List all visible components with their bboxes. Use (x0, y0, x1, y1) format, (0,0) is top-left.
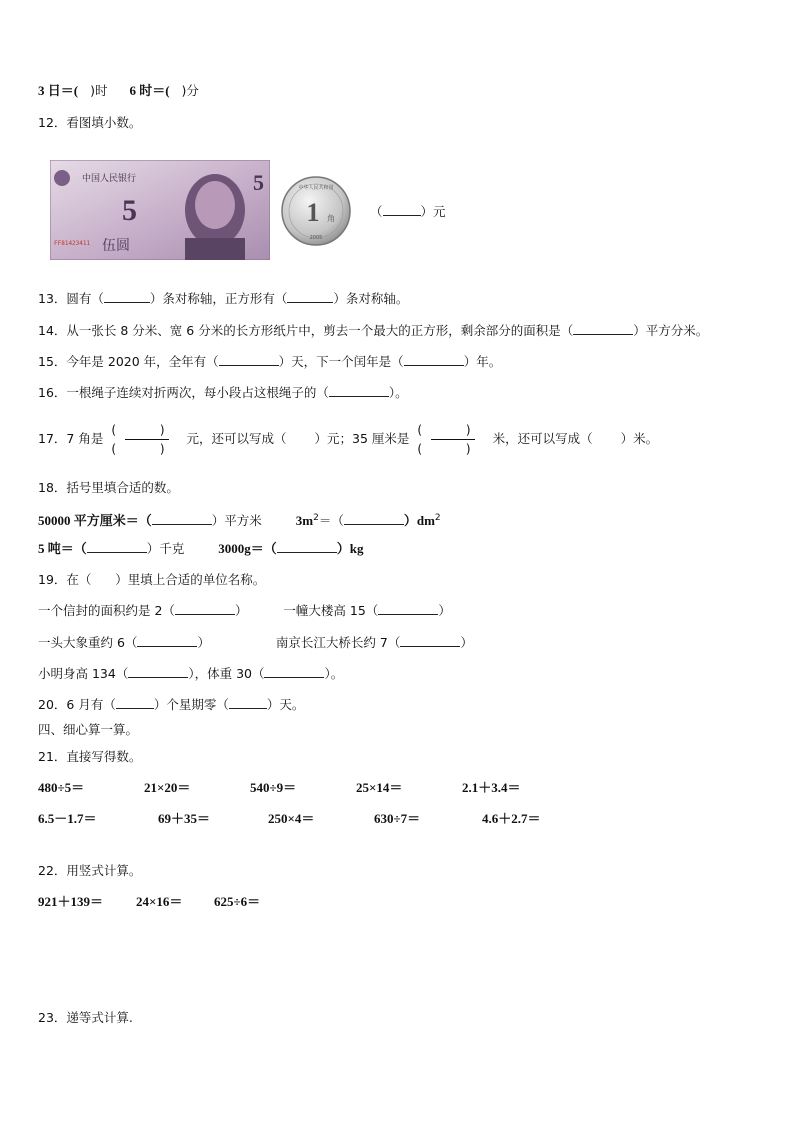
q18-r1-text-c: 3m (295, 513, 314, 529)
q19-blank-4[interactable] (400, 636, 460, 647)
q12-title: 12．看图填小数。 (38, 115, 142, 130)
banknote-corner-value: 5 (253, 170, 264, 195)
q22-item: 921＋139＝ (38, 894, 104, 909)
q19-row-2 (38, 635, 473, 651)
q20-blank-1[interactable] (116, 698, 154, 709)
q19-title: 19．在（ ）里填上合适的单位名称。 (38, 572, 266, 587)
q18-row-1 (38, 510, 441, 529)
q21-item: 540÷9＝ (250, 780, 297, 795)
q23-title: 23．递等式计算. (38, 1010, 133, 1025)
q21-item: 4.6＋2.7＝ (482, 811, 541, 826)
q11-part-d: )分 (181, 83, 199, 98)
q17-fraction-1-denominator: ( ) (111, 442, 185, 456)
q19-r1-text-a: 一个信封的面积约是 2（ (38, 603, 175, 618)
coin-value: 1 (306, 198, 320, 227)
banknote-serial: FF81423411 (54, 240, 91, 247)
fraction-bar (125, 439, 169, 440)
q16-text-b: ）。 (388, 385, 408, 400)
q15-blank-2[interactable] (404, 355, 464, 366)
q13-text-c: ）条对称轴。 (333, 291, 409, 306)
q19-r2-text-d: ） (460, 635, 473, 650)
q17-fraction-2-denominator: ( ) (417, 442, 491, 456)
q18-r1-text-e: ）dm (403, 513, 435, 529)
q17-text-b: 元，还可以写成（ (186, 431, 287, 446)
q18-r2-text-d: ）kg (336, 541, 364, 556)
q18-r1-text-a: 50000 平方厘米＝（ (38, 513, 152, 529)
q15-blank-1[interactable] (219, 355, 279, 366)
q18-row-2 (38, 541, 364, 557)
q19-r2-text-c: 南京长江大桥长约 7（ (275, 635, 401, 650)
q22-item: 625÷6＝ (214, 894, 261, 909)
q17-text-a: 17．7 角是 (38, 431, 104, 446)
q19-r2-text-b: ） (197, 635, 210, 650)
q17-text-e: ）米。 (620, 431, 659, 446)
q16-line (38, 385, 408, 401)
q19-r2-text-a: 一头大象重约 6（ (38, 635, 138, 650)
q19-r3-text-c: ）。 (324, 666, 344, 681)
q17-fraction-2[interactable] (415, 423, 490, 456)
q14-blank[interactable] (573, 324, 633, 335)
one-jiao-coin-image (280, 175, 352, 247)
q18-r2-text-a: 5 吨＝（ (38, 541, 87, 556)
q20-blank-2[interactable] (229, 698, 267, 709)
q21-item: 21×20＝ (144, 780, 191, 795)
section-4-heading: 四、细心算一算。 (38, 722, 139, 737)
banknote-word: 伍圆 (102, 238, 130, 254)
coin-year: 2005 (309, 235, 323, 241)
q21-title: 21．直接写得数。 (38, 749, 142, 764)
q18-blank-2[interactable] (344, 514, 404, 525)
q12-answer-unit: 元 (433, 204, 446, 219)
q18-blank-3[interactable] (87, 542, 147, 553)
q15-text-c: ）年。 (463, 354, 502, 369)
coin-unit: 角 (327, 214, 335, 223)
q11-tail-line (38, 83, 199, 99)
q21-item: 69＋35＝ (158, 811, 211, 826)
q20-text-b: ）个星期零（ (153, 697, 229, 712)
q17-text-d: 米，还可以写成（ (492, 431, 593, 446)
q15-text-b: ）天，下一个闰年是（ (278, 354, 404, 369)
q18-r2-text-b: ）千克 (146, 541, 185, 556)
q19-row-1 (38, 603, 451, 619)
banknote-value: 5 (122, 194, 137, 227)
q12-answer: （ ）元 (370, 204, 446, 219)
q18-blank-1[interactable] (152, 514, 212, 525)
q21-item: 480÷5＝ (38, 780, 85, 795)
q22-title: 22．用竖式计算。 (38, 863, 142, 878)
q19-blank-3[interactable] (137, 636, 197, 647)
q13-line (38, 291, 408, 307)
q11-part-b: )时 (90, 83, 108, 98)
q13-text-a: 13．圆有（ (38, 291, 104, 306)
q16-blank[interactable] (329, 386, 389, 397)
q18-blank-4[interactable] (277, 542, 337, 553)
q14-text-a: 14．从一张长 8 分米、宽 6 分米的长方形纸片中，剪去一个最大的正方形，剩余部分的面积是（ (38, 323, 574, 338)
q13-blank-2[interactable] (287, 292, 333, 303)
q20-line (38, 697, 304, 713)
q14-line (38, 323, 708, 339)
q13-blank-1[interactable] (104, 292, 150, 303)
q11-part-a: 3 日＝( (38, 83, 79, 98)
q19-r3-text-b: ），体重 30（ (188, 666, 265, 681)
coin-country-text: 中华人民共和国 (298, 185, 334, 191)
banknote-bank-name: 中国人民银行 (82, 174, 137, 184)
q17-line (38, 414, 658, 464)
q14-text-b: ）平方分米。 (633, 323, 709, 338)
q13-text-b: ）条对称轴，正方形有（ (149, 291, 288, 306)
q19-r3-text-a: 小明身高 134（ (38, 666, 129, 681)
fraction-bar (431, 439, 475, 440)
q17-fraction-2-numerator: ( ) (417, 423, 491, 437)
q18-r1-text-d: ＝（ (318, 513, 344, 529)
q17-fraction-1[interactable] (109, 423, 184, 456)
five-yuan-banknote-image (50, 160, 270, 260)
q19-r1-text-c: 一幢大楼高 15（ (283, 603, 379, 618)
q19-r1-text-b: ） (234, 603, 248, 618)
q22-item: 24×16＝ (136, 894, 183, 909)
q12-answer-blank[interactable] (383, 205, 421, 216)
q21-item: 25×14＝ (356, 780, 403, 795)
q21-item: 6.5－1.7＝ (38, 811, 97, 826)
q19-row-3 (38, 666, 343, 682)
q19-blank-6[interactable] (264, 667, 324, 678)
q21-item: 630÷7＝ (374, 811, 421, 826)
q19-blank-2[interactable] (378, 604, 438, 615)
q19-r1-text-d: ） (438, 603, 451, 618)
q18-r2-text-c: 3000g＝（ (218, 541, 277, 556)
q17-fraction-1-numerator: ( ) (111, 423, 185, 437)
q18-title: 18．括号里填合适的数。 (38, 480, 179, 495)
q20-text-c: ）天。 (266, 697, 305, 712)
q18-r1-text-b: ）平方米 (211, 513, 262, 529)
q15-text-a: 15．今年是 2020 年，全年有（ (38, 354, 219, 369)
q16-text-a: 16．一根绳子连续对折两次，每小段占这根绳子的（ (38, 385, 329, 400)
q19-blank-5[interactable] (128, 667, 188, 678)
q18-squared-1: 2 (313, 513, 319, 523)
q21-item: 2.1＋3.4＝ (462, 780, 521, 795)
q15-line (38, 354, 501, 370)
q19-blank-1[interactable] (175, 604, 235, 615)
q17-text-c: ）元；35 厘米是 (314, 431, 410, 446)
q18-squared-2: 2 (434, 513, 441, 523)
q21-item: 250×4＝ (268, 811, 315, 826)
q20-text-a: 20．6 月有（ (38, 697, 116, 712)
q11-part-c: 6 时＝( (129, 83, 170, 98)
